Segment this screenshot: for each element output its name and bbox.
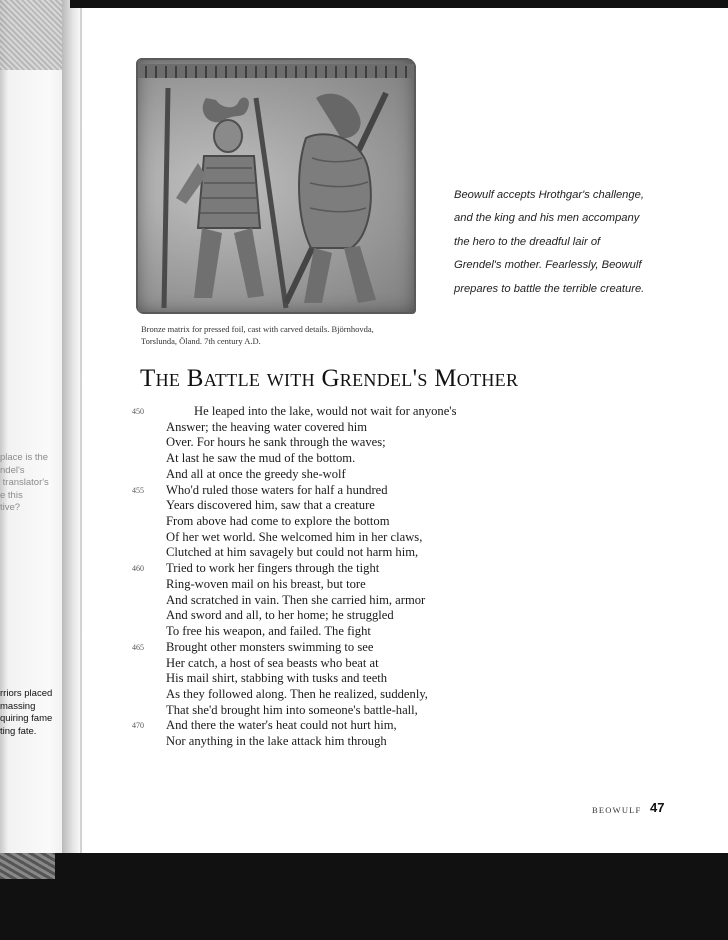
line-text: And there the water's heat could not hurt him, bbox=[166, 718, 397, 733]
section-title: The Battle with Grendel's Mother bbox=[140, 365, 519, 392]
page-number: 47 bbox=[650, 800, 665, 815]
line-text: Brought other monsters swimming to see bbox=[166, 639, 374, 654]
line-text: And sword and all, to her home; he struggled bbox=[166, 608, 394, 623]
poem-body bbox=[132, 404, 672, 750]
scan-top-border bbox=[70, 0, 728, 8]
poem-line bbox=[132, 404, 672, 420]
intro-line: and the king and his men accompany bbox=[454, 212, 640, 225]
margin-note-upper: place is the ndel's translator's e this tive? bbox=[0, 452, 49, 513]
poem-line bbox=[132, 656, 672, 672]
line-text: His mail shirt, stabbing with tusks and teeth bbox=[166, 671, 388, 686]
intro-line: prepares to battle the terrible creature. bbox=[454, 282, 645, 295]
poem-line bbox=[132, 608, 672, 624]
margin-note-lower: rriors placed massing quiring fame ting fate. bbox=[0, 688, 53, 737]
line-number: 470 bbox=[132, 721, 144, 731]
line-number: 465 bbox=[132, 642, 144, 652]
intro-line: Beowulf accepts Hrothgar's challenge, bbox=[454, 189, 644, 201]
poem-line bbox=[132, 467, 672, 483]
intro-summary bbox=[454, 184, 694, 301]
poem-line bbox=[132, 734, 672, 750]
line-text: To free his weapon, and failed. The fight bbox=[166, 624, 371, 639]
artifact-image bbox=[136, 58, 416, 314]
line-text: That she'd brought him into someone's battle-hall, bbox=[166, 702, 418, 717]
line-number: 450 bbox=[132, 407, 144, 416]
line-number: 460 bbox=[132, 564, 144, 574]
line-text: As they followed along. Then he realized, suddenly, bbox=[166, 686, 428, 701]
scan-bottom-border bbox=[0, 853, 728, 940]
poem-line bbox=[132, 530, 672, 546]
poem-line bbox=[132, 561, 672, 577]
poem-line bbox=[132, 718, 672, 734]
line-text: From above had come to explore the bottom bbox=[166, 514, 390, 529]
line-text: Tried to work her fingers through the tight bbox=[166, 561, 380, 576]
figure-caption bbox=[141, 323, 431, 347]
poem-line bbox=[132, 671, 672, 687]
intro-line: Grendel's mother. Fearlessly, Beowulf bbox=[454, 259, 642, 272]
line-text: Of her wet world. She welcomed him in her claws, bbox=[166, 529, 423, 544]
scan-artifact bbox=[0, 0, 70, 70]
line-text: Who'd ruled those waters for half a hundred bbox=[166, 482, 388, 497]
poem-line bbox=[132, 593, 672, 609]
book-spine-shadow bbox=[62, 0, 80, 855]
poem-line bbox=[132, 640, 672, 656]
line-text: And all at once the greedy she-wolf bbox=[166, 466, 346, 481]
poem-line bbox=[132, 687, 672, 703]
line-text: And scratched in vain. Then she carried him, armor bbox=[166, 592, 426, 607]
line-text: Her catch, a host of sea beasts who beat at bbox=[166, 655, 379, 670]
poem-line bbox=[132, 451, 672, 467]
poem-line bbox=[132, 703, 672, 719]
poem-line bbox=[132, 577, 672, 593]
line-text: Clutched at him savagely but could not harm him, bbox=[166, 545, 419, 560]
running-head: BEOWULF bbox=[592, 805, 642, 815]
poem-line bbox=[132, 514, 672, 530]
poem-line bbox=[132, 420, 672, 436]
caption-line: Bronze matrix for pressed foil, cast with carved details. Björnhovda, bbox=[141, 324, 374, 334]
poem-line bbox=[132, 483, 672, 499]
line-text: Ring-woven mail on his breast, but tore bbox=[166, 576, 366, 591]
scan-artifact bbox=[0, 853, 55, 879]
intro-line: the hero to the dreadful lair of bbox=[454, 235, 601, 248]
line-text: Over. For hours he sank through the waves; bbox=[166, 435, 386, 450]
poem-line bbox=[132, 624, 672, 640]
poem-line bbox=[132, 435, 672, 451]
poem-line bbox=[132, 545, 672, 561]
line-text: Answer; the heaving water covered him bbox=[166, 419, 368, 434]
line-text: At last he saw the mud of the bottom. bbox=[166, 451, 356, 466]
caption-line: Torslunda, Öland. 7th century A.D. bbox=[141, 336, 261, 346]
poem-line bbox=[132, 498, 672, 514]
line-number: 455 bbox=[132, 485, 144, 495]
line-text: Years discovered him, saw that a creature bbox=[166, 498, 375, 513]
line-text: Nor anything in the lake attack him through bbox=[166, 734, 387, 749]
line-text: He leaped into the lake, would not wait for anyone's bbox=[194, 404, 457, 418]
